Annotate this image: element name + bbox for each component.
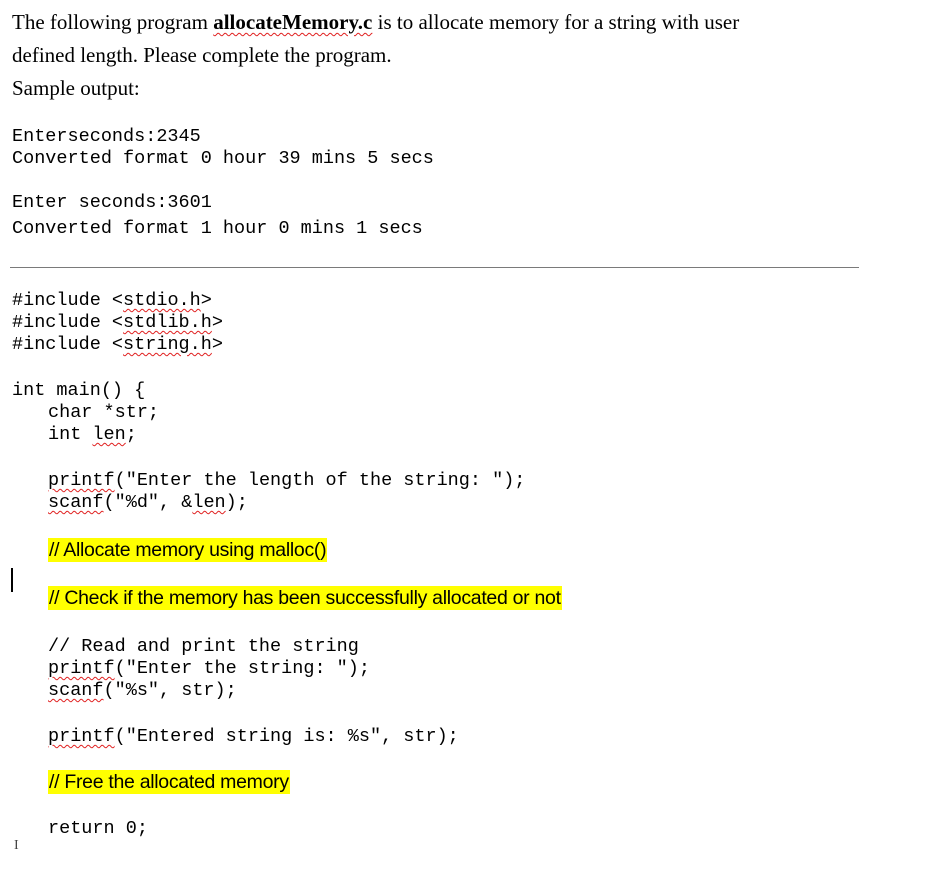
code-text: #include <: [12, 312, 124, 333]
code-text: >: [211, 334, 223, 355]
code-text: printf: [48, 658, 115, 679]
code-text: scanf: [48, 492, 104, 513]
code-text: ("Enter the string: ");: [114, 658, 370, 679]
intro-line-2: defined length. Please complete the program.: [12, 43, 392, 67]
code-text: stdio.h: [123, 290, 201, 311]
comment-check: [48, 587, 562, 610]
sample-output-heading: Sample output:: [12, 76, 140, 100]
code-text: stdlib.h: [123, 312, 212, 333]
code-text: string.h: [123, 334, 212, 355]
sample-output-line: Enterseconds:2345: [12, 126, 201, 147]
comment-free: [48, 771, 290, 794]
trailing-mark: I: [14, 838, 19, 853]
code-main-decl: int main() {: [12, 380, 146, 401]
sample-output-line: Enter seconds:3601: [12, 192, 212, 213]
program-name: allocateMemory.c: [213, 10, 373, 34]
code-comment-read: // Read and print the string: [48, 636, 359, 657]
code-text: ("Entered string is: %s", str);: [114, 726, 459, 747]
code-printf-length: [48, 470, 525, 491]
highlighted-comment: // Check if the memory has been successfully allocated or not: [49, 587, 561, 609]
sample-output-line: Converted format 1 hour 0 mins 1 secs: [12, 218, 423, 239]
code-scanf-length: [48, 492, 248, 513]
code-text: len: [192, 492, 226, 513]
code-printf-string: [48, 658, 370, 679]
code-text: );: [225, 492, 248, 513]
horizontal-rule: [10, 267, 859, 268]
intro-text: is to allocate memory for a string with user: [372, 10, 740, 34]
code-text: ("Enter the length of the string: ");: [114, 470, 526, 491]
code-text: >: [211, 312, 223, 333]
sample-output-line: Converted format 0 hour 39 mins 5 secs: [12, 148, 434, 169]
code-return: return 0;: [48, 818, 148, 839]
text-cursor: [11, 568, 13, 592]
code-text: scanf: [48, 680, 104, 701]
code-include-stdio: [12, 290, 212, 311]
code-text: ;: [125, 424, 137, 445]
code-text: ("%d", &: [103, 492, 193, 513]
comment-allocate: [48, 539, 327, 562]
intro-text: The following program: [12, 10, 214, 34]
code-decl-str: char *str;: [48, 402, 160, 423]
code-text: >: [200, 290, 212, 311]
code-text: printf: [48, 726, 115, 747]
intro-line-1: [12, 10, 739, 35]
highlighted-comment: // Allocate memory using malloc(): [49, 539, 327, 561]
code-text: int: [48, 424, 93, 445]
code-text: #include <: [12, 334, 124, 355]
code-decl-len: [48, 424, 137, 445]
code-include-string: [12, 334, 223, 355]
code-text: printf: [48, 470, 115, 491]
code-text: len: [92, 424, 126, 445]
highlighted-comment: // Free the allocated memory: [49, 771, 289, 793]
code-include-stdlib: [12, 312, 223, 333]
code-scanf-string: [48, 680, 237, 701]
code-printf-entered: [48, 726, 459, 747]
code-text: ("%s", str);: [103, 680, 237, 701]
code-text: #include <: [12, 290, 124, 311]
